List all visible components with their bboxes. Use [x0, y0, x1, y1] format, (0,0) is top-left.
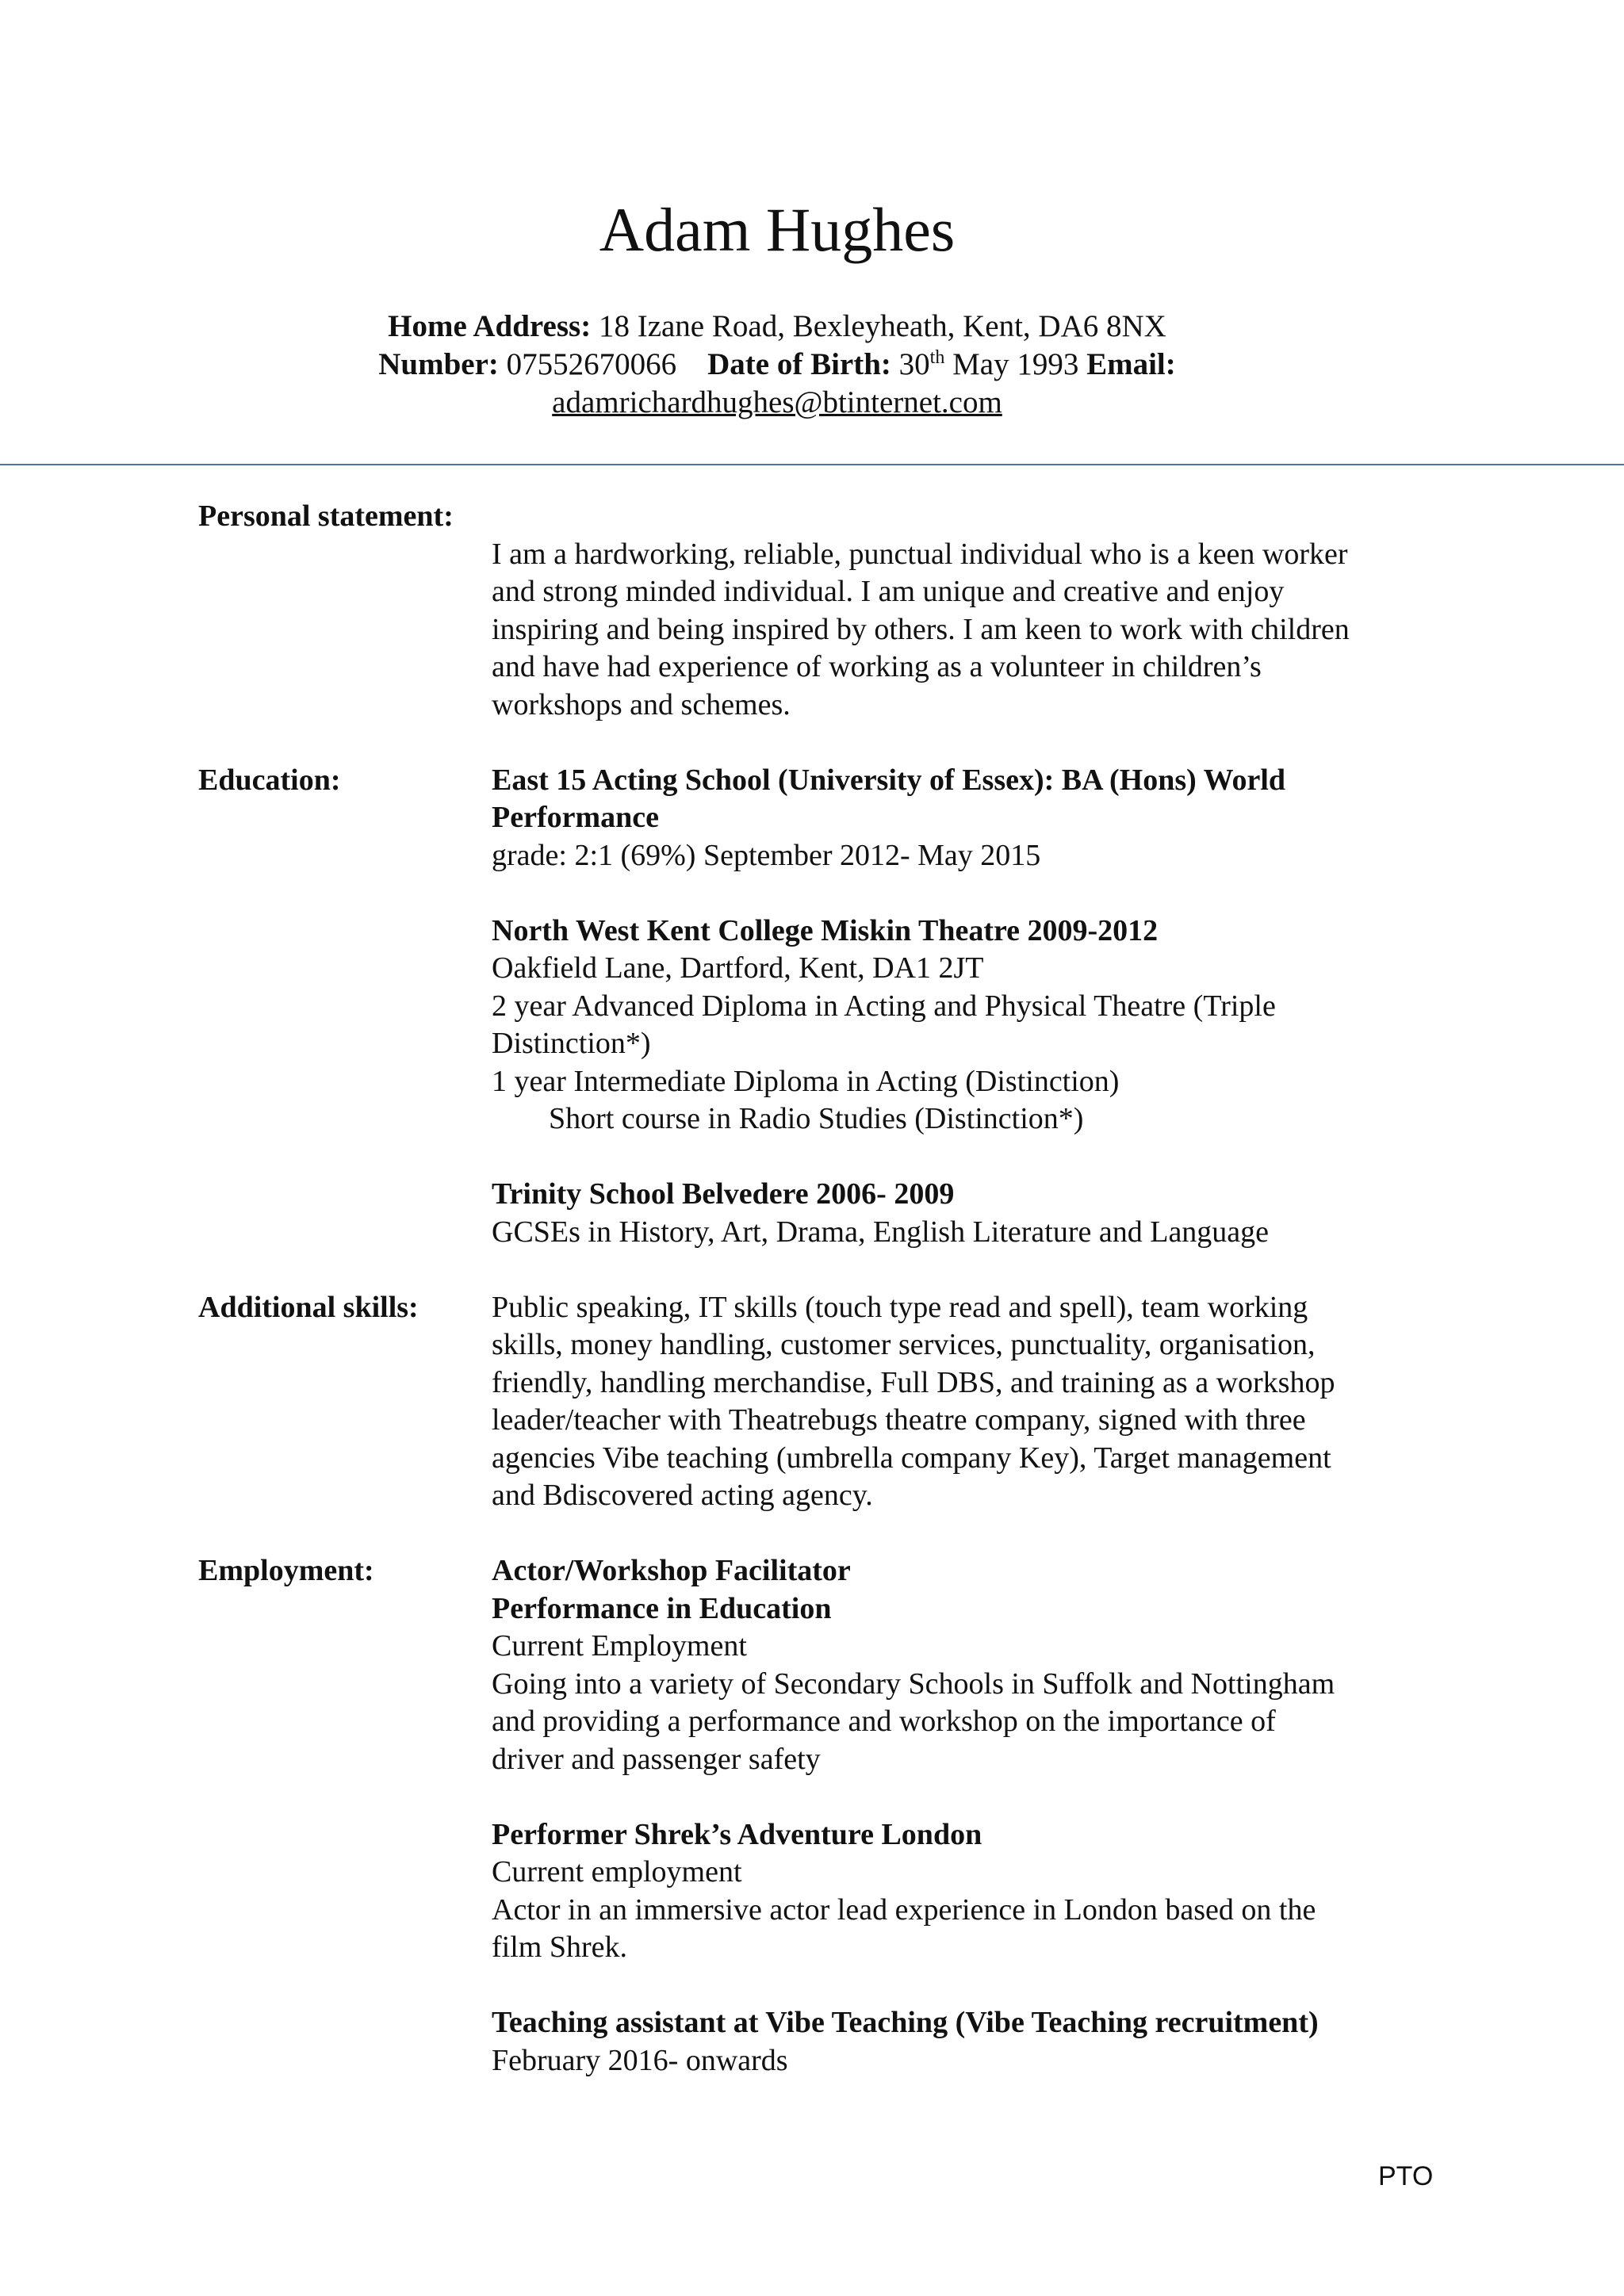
- home-address-value: 18 Izane Road, Bexleyheath, Kent, DA6 8NX: [598, 309, 1166, 343]
- job2-desc: Actor in an immersive actor lead experience in London based on the: [492, 1892, 1316, 1927]
- east15-title-cont: Performance: [492, 801, 659, 834]
- trinity-title: Trinity School Belvedere 2006- 2009: [492, 1177, 955, 1211]
- email-label: Email:: [1086, 347, 1176, 381]
- job1-company: Performance in Education: [492, 1591, 832, 1625]
- text-line: I am a hardworking, reliable, punctual individual who is a keen worker: [492, 537, 1348, 571]
- nwk-title: North West Kent College Miskin Theatre 2009-2012: [492, 913, 1159, 947]
- text-line: workshops and schemes.: [492, 687, 791, 721]
- text-line: friendly, handling merchandise, Full DBS, and training as a workshop: [492, 1365, 1335, 1399]
- number-dob-line: [0, 346, 1554, 384]
- nwk-address: Oakfield Lane, Dartford, Kent, DA1 2JT: [492, 951, 984, 985]
- education-section: [198, 762, 1435, 1252]
- dob-label: Date of Birth:: [707, 347, 891, 381]
- job3-title: Teaching assistant at Vibe Teaching (Vibe Teaching recruitment): [492, 2006, 1319, 2039]
- pto-note: PTO: [1378, 2161, 1434, 2191]
- job1-title: Actor/Workshop Facilitator: [492, 1554, 851, 1587]
- job1-status: Current Employment: [492, 1629, 747, 1663]
- education-body: [492, 762, 1435, 1252]
- entry-gap: [492, 1967, 1435, 2005]
- home-address-label: Home Address:: [388, 309, 592, 343]
- skills-label: Additional skills:: [198, 1290, 419, 1324]
- text-line: Public speaking, IT skills (touch type read and spell), team working: [492, 1290, 1308, 1324]
- text-line: inspiring and being inspired by others. I am keen to work with children: [492, 612, 1350, 646]
- east15-title: East 15 Acting School (University of Essex): BA (Hons) World: [492, 763, 1286, 797]
- text-line: leader/teacher with Theatrebugs theatre company, signed with three: [492, 1403, 1306, 1437]
- number-value: 07552670066: [506, 347, 677, 381]
- employment-section: [198, 1552, 1435, 2080]
- section-gap: [198, 1251, 1435, 1289]
- header-divider: [0, 464, 1624, 465]
- entry-gap: [492, 874, 1435, 913]
- text-line: and have had experience of working as a volunteer in children’s: [492, 650, 1262, 683]
- dob-rest: May 1993: [952, 347, 1079, 381]
- section-gap: [198, 724, 1435, 762]
- text-line: and Bdiscovered acting agency.: [492, 1479, 873, 1512]
- job1-desc: and providing a performance and workshop on the importance of: [492, 1705, 1276, 1738]
- personal-statement-section: [198, 498, 1435, 724]
- text-line: agencies Vibe teaching (umbrella company Key), Target management: [492, 1441, 1331, 1475]
- job2-title: Performer Shrek’s Adventure London: [492, 1817, 982, 1851]
- dob-day: 30: [898, 347, 930, 381]
- text-line: and strong minded individual. I am unique and creative and enjoy: [492, 575, 1285, 608]
- employment-body: [492, 1552, 1435, 2080]
- email-line: [0, 384, 1554, 422]
- employment-label: Employment:: [198, 1554, 374, 1587]
- dob-suffix: th: [929, 347, 945, 368]
- cv-content: [198, 498, 1435, 2080]
- job2-desc: film Shrek.: [492, 1931, 627, 1964]
- text-line: skills, money handling, customer services, punctuality, organisation,: [492, 1328, 1316, 1361]
- nwk-short-course: Short course in Radio Studies (Distinction*): [549, 1102, 1084, 1135]
- applicant-name: Adam Hughes: [599, 195, 956, 264]
- entry-gap: [492, 1138, 1435, 1177]
- personal-statement-body: [492, 498, 1435, 724]
- number-label: Number:: [378, 347, 499, 381]
- email-link[interactable]: adamrichardhughes@btinternet.com: [552, 385, 1002, 419]
- skills-section: [198, 1289, 1435, 1515]
- gap-line: [492, 498, 1435, 536]
- job3-dates: February 2016- onwards: [492, 2043, 788, 2077]
- east15-grade: grade: 2:1 (69%) September 2012- May 2015: [492, 838, 1041, 872]
- address-line: [0, 308, 1554, 346]
- job2-status: Current employment: [492, 1855, 742, 1888]
- nwk-diploma: 2 year Advanced Diploma in Acting and Physical Theatre (Triple: [492, 989, 1276, 1023]
- skills-body: [492, 1289, 1435, 1515]
- personal-statement-label: Personal statement:: [198, 499, 454, 533]
- nwk-intermediate: 1 year Intermediate Diploma in Acting (Distinction): [492, 1064, 1120, 1098]
- trinity-gcse: GCSEs in History, Art, Drama, English Literature and Language: [492, 1215, 1270, 1249]
- education-label: Education:: [198, 763, 341, 797]
- entry-gap: [492, 1778, 1435, 1816]
- contact-block: [0, 308, 1554, 422]
- job1-desc: driver and passenger safety: [492, 1742, 821, 1776]
- nwk-diploma-cont: Distinction*): [492, 1027, 651, 1060]
- section-gap: [198, 1515, 1435, 1553]
- job1-desc: Going into a variety of Secondary Schools in Suffolk and Nottingham: [492, 1667, 1335, 1701]
